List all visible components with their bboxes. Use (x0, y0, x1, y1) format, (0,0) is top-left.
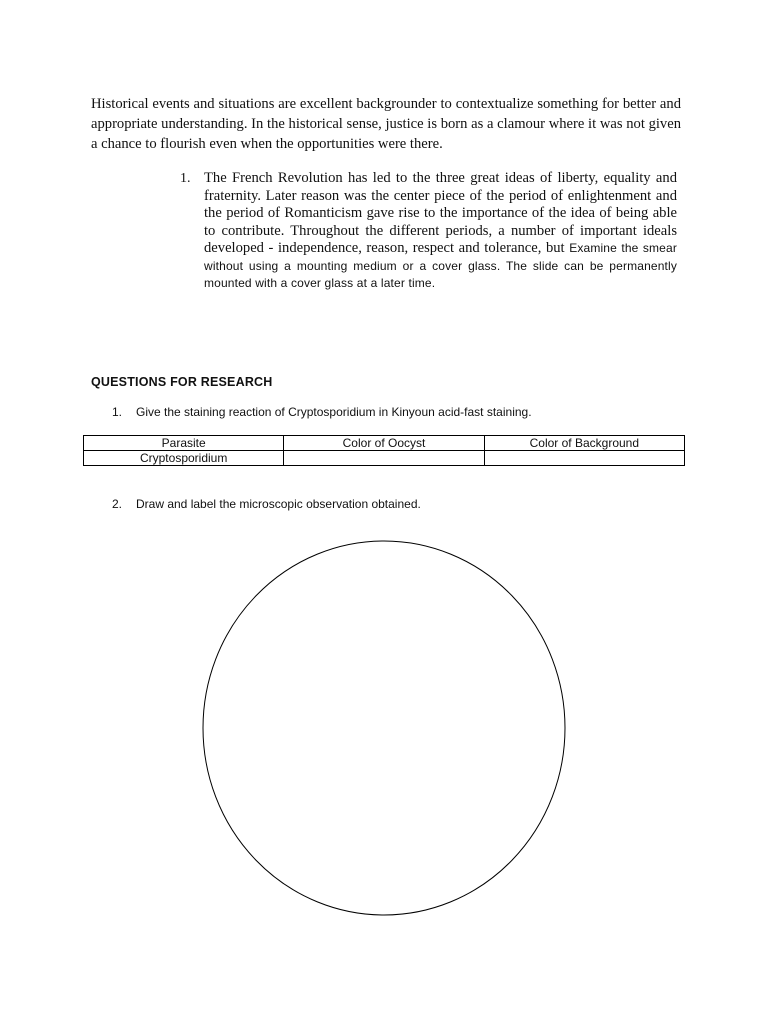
field-outline (203, 541, 565, 915)
cell-background-color[interactable] (484, 451, 684, 466)
question-2 (112, 496, 421, 512)
staining-table (83, 435, 685, 466)
list-item-text (204, 170, 677, 293)
table-header-row (84, 436, 685, 451)
question-1 (112, 404, 532, 420)
header-color-background: Color of Background (484, 436, 684, 451)
cell-parasite: Cryptosporidium (84, 451, 284, 466)
question-text: Give the staining reaction of Cryptosporidium in Kinyoun acid-fast staining. (136, 405, 532, 419)
list-item-number: 1. (180, 171, 191, 186)
question-number: 2. (112, 497, 123, 511)
list-item-main-text: The French Revolution has led to the three great ideas of liberty, equality and fraternity. Later reason was the center piece of the period of enlightenment and the period of Romanticism gave rise to the importance of the idea of being able to contribute. Throughout the different periods, a number of important ideals developed - independence, reason, respect and tolerance, but (204, 170, 677, 256)
intro-paragraph: Historical events and situations are excellent backgrounder to contextualize something for better and appropriate understanding. In the historical sense, justice is born as a clamour where it was not given a chance to flourish even when the opportunities were there. (91, 96, 681, 152)
header-color-oocyst: Color of Oocyst (284, 436, 484, 451)
microscope-field-circle[interactable] (202, 540, 566, 916)
header-parasite: Parasite (84, 436, 284, 451)
cell-oocyst-color[interactable] (284, 451, 484, 466)
list-item-tail-text: Examine the smear without using a mounting medium or a cover glass. The slide can be permanently mounted with a cover glass at a later time. (204, 241, 677, 290)
questions-heading: QUESTIONS FOR RESEARCH (91, 375, 273, 389)
question-number: 1. (112, 405, 123, 419)
table-row (84, 451, 685, 466)
question-text: Draw and label the microscopic observation obtained. (136, 497, 421, 511)
